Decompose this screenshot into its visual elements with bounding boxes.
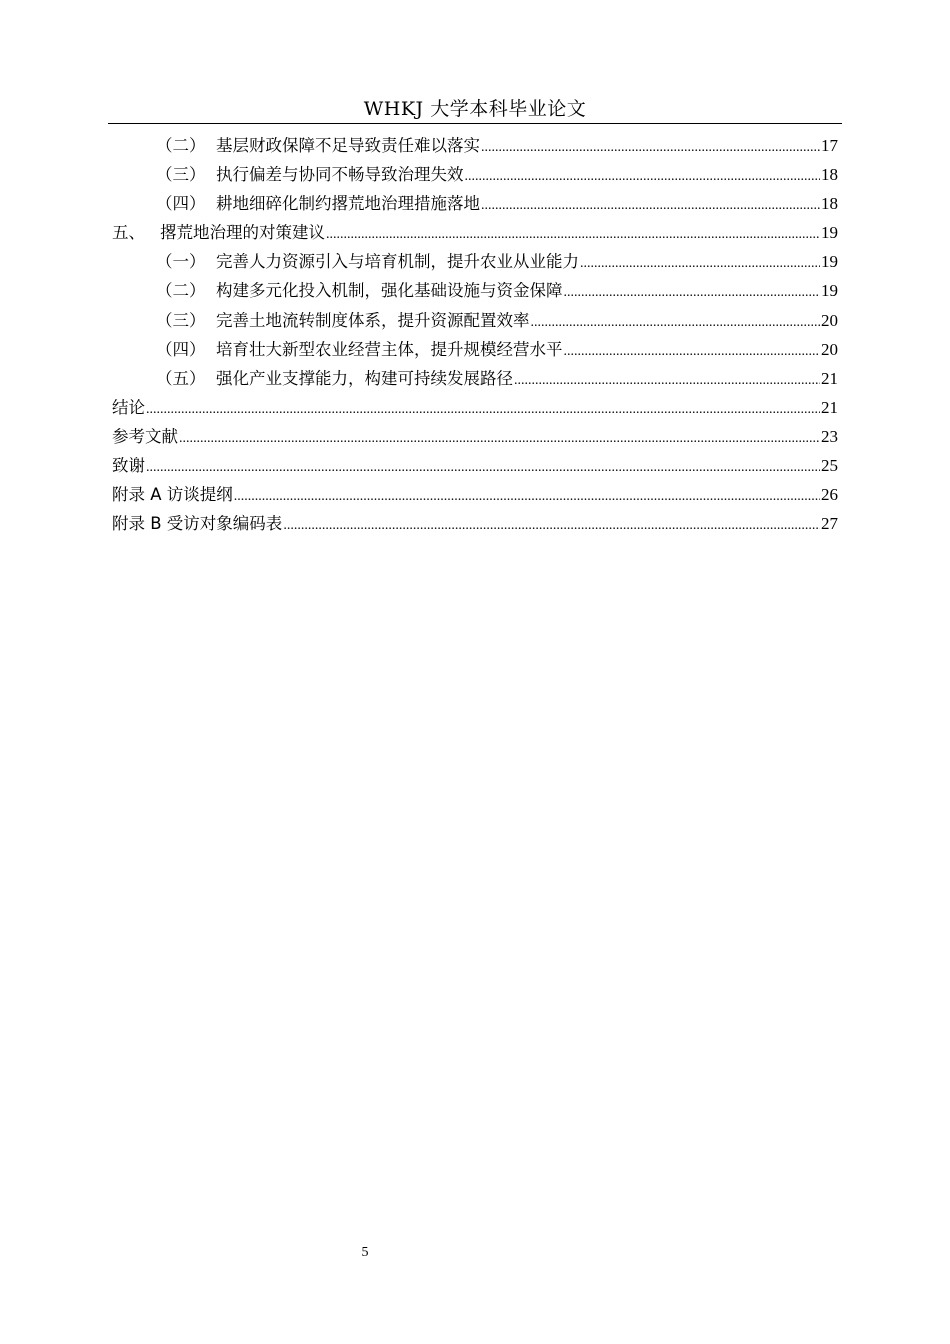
- toc-entry-title: 执行偏差与协同不畅导致治理失效: [216, 165, 464, 185]
- toc-entry-page: 21: [821, 397, 838, 417]
- toc-dot-leader: [179, 424, 820, 453]
- toc-entry-title: 强化产业支撑能力，构建可持续发展路径: [216, 368, 513, 388]
- toc-entry-page: 19: [821, 252, 838, 272]
- toc-entry-title: 撂荒地治理的对策建议: [160, 223, 325, 243]
- toc-entry-title: 完善土地流转制度体系，提升资源配置效率: [216, 310, 530, 330]
- toc-entry-number: （四）: [156, 339, 206, 359]
- toc-entry[interactable]: [112, 131, 838, 160]
- toc-entry-number: （四）: [156, 194, 206, 214]
- toc-entry-page: 19: [821, 223, 838, 243]
- toc-dot-leader: [564, 337, 821, 366]
- toc-entry-title: 培育壮大新型农业经营主体，提升规模经营水平: [216, 339, 563, 359]
- toc-entry-page: 18: [821, 194, 838, 214]
- toc-dot-leader: [326, 220, 820, 249]
- toc-entry-title: 附录 A 访谈提纲: [112, 485, 233, 505]
- toc-entry[interactable]: [112, 509, 838, 538]
- table-of-contents: [112, 131, 838, 538]
- toc-dot-leader: [146, 453, 820, 482]
- toc-dot-leader: [146, 395, 820, 424]
- toc-entry-number: （一）: [156, 252, 206, 272]
- toc-entry-page: 27: [821, 514, 838, 534]
- toc-entry-number: 五、: [112, 223, 145, 243]
- toc-entry-number: （二）: [156, 281, 206, 301]
- toc-entry-page: 21: [821, 368, 838, 388]
- toc-dot-leader: [481, 191, 820, 220]
- toc-entry[interactable]: [112, 335, 838, 364]
- toc-entry[interactable]: [112, 393, 838, 422]
- toc-entry[interactable]: [112, 189, 838, 218]
- toc-entry-number: （五）: [156, 368, 206, 388]
- toc-entry[interactable]: [112, 276, 838, 305]
- header-title: WHKJ 大学本科毕业论文: [363, 98, 587, 120]
- toc-entry[interactable]: [112, 422, 838, 451]
- page-header: [108, 96, 842, 124]
- toc-entry-page: 26: [821, 485, 838, 505]
- toc-dot-leader: [283, 511, 820, 540]
- toc-entry-page: 20: [821, 339, 838, 359]
- toc-entry-number: （三）: [156, 165, 206, 185]
- toc-entry[interactable]: [112, 451, 838, 480]
- toc-entry[interactable]: [112, 247, 838, 276]
- toc-entry-page: 19: [821, 281, 838, 301]
- toc-entry-title: 附录 B 受访对象编码表: [112, 514, 283, 534]
- toc-entry-page: 23: [821, 426, 838, 446]
- toc-entry[interactable]: [112, 218, 838, 247]
- toc-dot-leader: [514, 366, 820, 395]
- toc-entry-title: 致谢: [112, 456, 145, 476]
- toc-entry-page: 25: [821, 456, 838, 476]
- toc-entry-page: 18: [821, 165, 838, 185]
- toc-dot-leader: [564, 278, 821, 307]
- toc-entry-title: 参考文献: [112, 426, 178, 446]
- toc-entry-title: 耕地细碎化制约撂荒地治理措施落地: [216, 194, 480, 214]
- toc-entry-page: 17: [821, 136, 838, 155]
- toc-entry[interactable]: [112, 306, 838, 335]
- toc-entry-title: 基层财政保障不足导致责任难以落实: [216, 136, 480, 155]
- toc-entry-title: 完善人力资源引入与培育机制，提升农业从业能力: [216, 252, 579, 272]
- toc-entry-title: 结论: [112, 397, 145, 417]
- toc-entry-number: （三）: [156, 310, 206, 330]
- toc-entry-number: （二）: [156, 136, 206, 155]
- toc-entry[interactable]: [112, 364, 838, 393]
- page-number: 5: [361, 1245, 369, 1260]
- toc-entry-page: 20: [821, 310, 838, 330]
- toc-entry-title: 构建多元化投入机制，强化基础设施与资金保障: [216, 281, 563, 301]
- toc-dot-leader: [481, 133, 820, 162]
- toc-dot-leader: [531, 308, 821, 337]
- toc-entry[interactable]: [112, 160, 838, 189]
- toc-entry[interactable]: [112, 480, 838, 509]
- toc-dot-leader: [234, 482, 820, 511]
- toc-dot-leader: [465, 162, 821, 191]
- toc-dot-leader: [580, 249, 820, 278]
